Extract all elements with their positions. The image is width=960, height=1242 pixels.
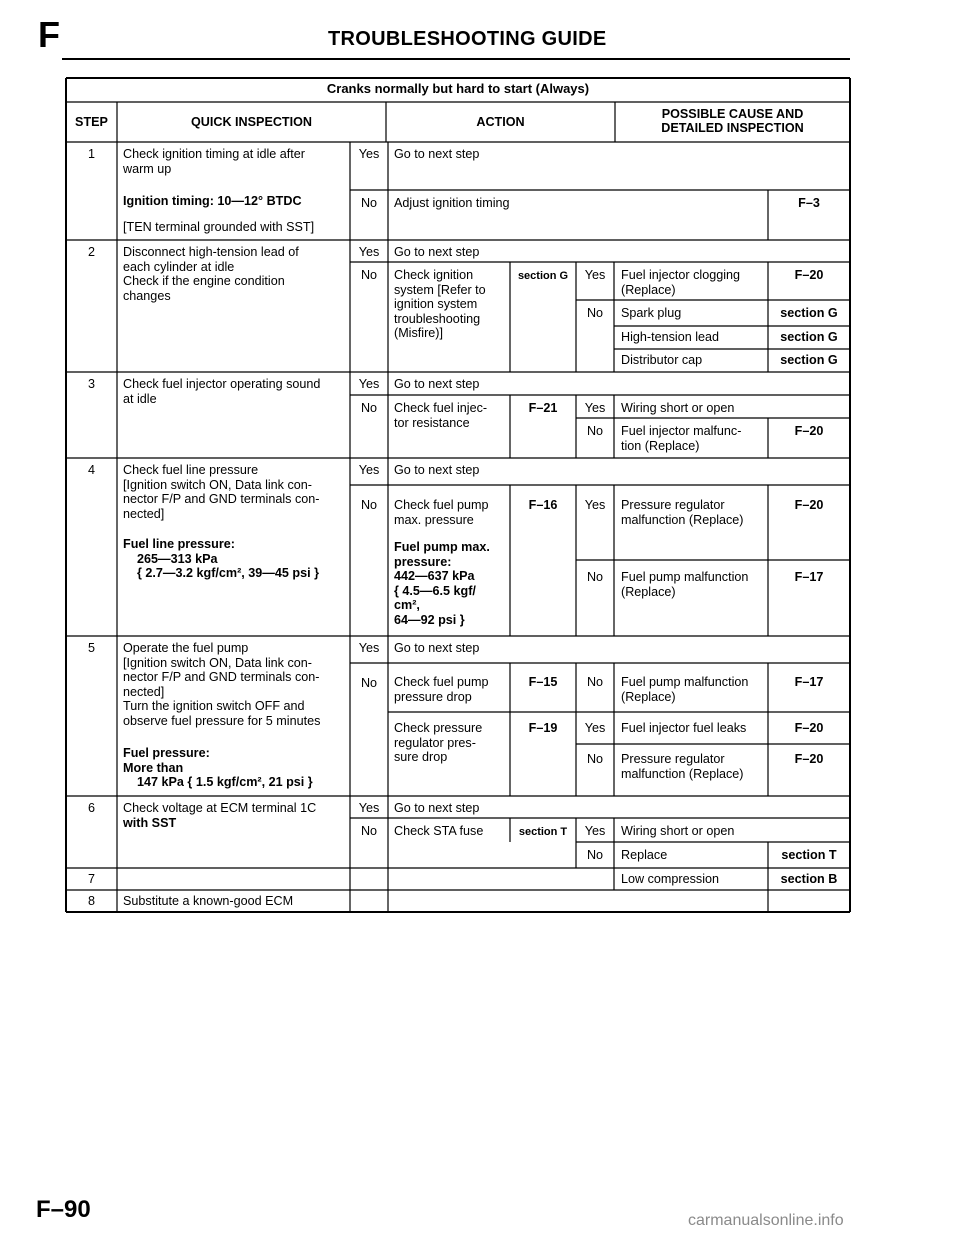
cause: Fuel pump malfunction (Replace) — [621, 570, 749, 599]
no-label: No — [360, 824, 378, 838]
quick-inspection: Check fuel injector operating sound at idle — [123, 377, 321, 406]
step-number: 4 — [87, 463, 95, 477]
reference: F–3 — [798, 196, 820, 210]
action: Adjust ignition timing — [394, 196, 510, 210]
yes-label: Yes — [358, 245, 380, 259]
no-label: No — [586, 675, 604, 689]
col-quick-inspection: QUICK INSPECTION — [190, 115, 313, 129]
no-label: No — [360, 498, 378, 512]
reference: section T — [781, 848, 837, 862]
action: Go to next step — [394, 147, 480, 161]
reference: F–21 — [528, 401, 558, 415]
quick-inspection: Check voltage at ECM terminal 1C with SST — [123, 801, 317, 830]
no-label: No — [360, 676, 378, 690]
quick-inspection: Operate the fuel pump [Ignition switch ON, Data link con- nector F/P and GND terminals con- nected] Turn the ignition switch OFF and observe fuel pressure for 5 minutes — [123, 641, 321, 728]
no-label: No — [586, 424, 604, 438]
cause: Pressure regulator malfunction (Replace) — [621, 498, 744, 527]
section-letter: F — [38, 14, 60, 55]
reference: F–15 — [528, 675, 558, 689]
col-action: ACTION — [476, 115, 525, 129]
quick-inspection: Substitute a known-good ECM — [123, 894, 294, 908]
reference: F–19 — [528, 721, 558, 735]
condition: [TEN terminal grounded with SST] — [123, 220, 315, 234]
yes-label: Yes — [584, 824, 606, 838]
step-number: 2 — [87, 245, 95, 259]
quick-inspection: Check ignition timing at idle after warm up — [123, 147, 306, 176]
action: Check ignition system [Refer to ignition system troubleshooting (Misfire)] — [394, 268, 486, 340]
col-cause: POSSIBLE CAUSE AND DETAILED INSPECTION — [661, 107, 804, 135]
no-label: No — [360, 268, 378, 282]
reference: section T — [518, 826, 568, 838]
action: Check fuel injec- tor resistance — [394, 401, 488, 430]
yes-label: Yes — [358, 377, 380, 391]
cause: Fuel injector malfunc- tion (Replace) — [621, 424, 742, 453]
action: Check fuel pump max. pressure — [394, 498, 489, 527]
action: Go to next step — [394, 801, 480, 815]
cause: Fuel injector fuel leaks — [621, 721, 747, 735]
reference: section G — [517, 270, 569, 282]
no-label: No — [586, 848, 604, 862]
quick-inspection: Disconnect high-tension lead of each cylinder at idle Check if the engine condition changes — [123, 245, 299, 303]
no-label: No — [360, 196, 378, 210]
reference: section B — [780, 872, 838, 886]
reference: F–20 — [794, 752, 824, 766]
reference: F–16 — [528, 498, 558, 512]
no-label: No — [586, 570, 604, 584]
action: Check STA fuse — [394, 824, 484, 838]
action: Go to next step — [394, 245, 480, 259]
no-label: No — [360, 401, 378, 415]
reference: section G — [780, 353, 838, 367]
spec: Fuel pressure: More than 147 kPa { 1.5 kgf/cm², 21 psi } — [123, 746, 313, 789]
action: Check pressure regulator pres- sure drop — [394, 721, 483, 764]
reference: F–17 — [794, 675, 824, 689]
spec: Fuel line pressure: 265—313 kPa { 2.7—3.2 kgf/cm², 39—45 psi } — [123, 537, 319, 580]
action: Check fuel pump pressure drop — [394, 675, 489, 704]
step-number: 5 — [87, 641, 95, 655]
quick-inspection: Check fuel line pressure [Ignition switch ON, Data link con- nector F/P and GND terminals con- nected] — [123, 463, 320, 521]
yes-label: Yes — [584, 268, 606, 282]
yes-label: Yes — [358, 641, 380, 655]
reference: F–20 — [794, 268, 824, 282]
spec: Ignition timing: 10—12° BTDC — [123, 194, 302, 208]
spec: Fuel pump max. pressure: 442—637 kPa { 4.5—6.5 kgf/ cm², 64—92 psi } — [394, 540, 490, 627]
reference: F–20 — [794, 424, 824, 438]
reference: F–20 — [794, 498, 824, 512]
action: Go to next step — [394, 641, 480, 655]
cause: High-tension lead — [621, 330, 720, 344]
cause: Replace — [621, 848, 668, 862]
cause: Wiring short or open — [621, 401, 735, 415]
yes-label: Yes — [584, 498, 606, 512]
yes-label: Yes — [584, 401, 606, 415]
cause: Spark plug — [621, 306, 682, 320]
action: Go to next step — [394, 463, 480, 477]
watermark: carmanualsonline.info — [688, 1212, 844, 1229]
reference: section G — [780, 330, 838, 344]
step-number: 7 — [87, 872, 95, 886]
page-number: F–90 — [36, 1196, 91, 1223]
reference: F–17 — [794, 570, 824, 584]
step-number: 1 — [87, 147, 95, 161]
no-label: No — [586, 752, 604, 766]
yes-label: Yes — [358, 801, 380, 815]
yes-label: Yes — [584, 721, 606, 735]
page-title: TROUBLESHOOTING GUIDE — [328, 28, 607, 50]
table-title: Cranks normally but hard to start (Always) — [326, 81, 590, 96]
no-label: No — [586, 306, 604, 320]
yes-label: Yes — [358, 147, 380, 161]
reference: F–20 — [794, 721, 824, 735]
cause: Distributor cap — [621, 353, 703, 367]
step-number: 3 — [87, 377, 95, 391]
cause: Low compression — [621, 872, 719, 886]
col-step: STEP — [75, 115, 108, 129]
yes-label: Yes — [358, 463, 380, 477]
action: Go to next step — [394, 377, 480, 391]
cause: Wiring short or open — [621, 824, 735, 838]
cause: Fuel injector clogging (Replace) — [621, 268, 741, 297]
step-number: 8 — [87, 894, 95, 908]
cause: Pressure regulator malfunction (Replace) — [621, 752, 744, 781]
reference: section G — [780, 306, 838, 320]
cause: Fuel pump malfunction (Replace) — [621, 675, 749, 704]
step-number: 6 — [87, 801, 95, 815]
